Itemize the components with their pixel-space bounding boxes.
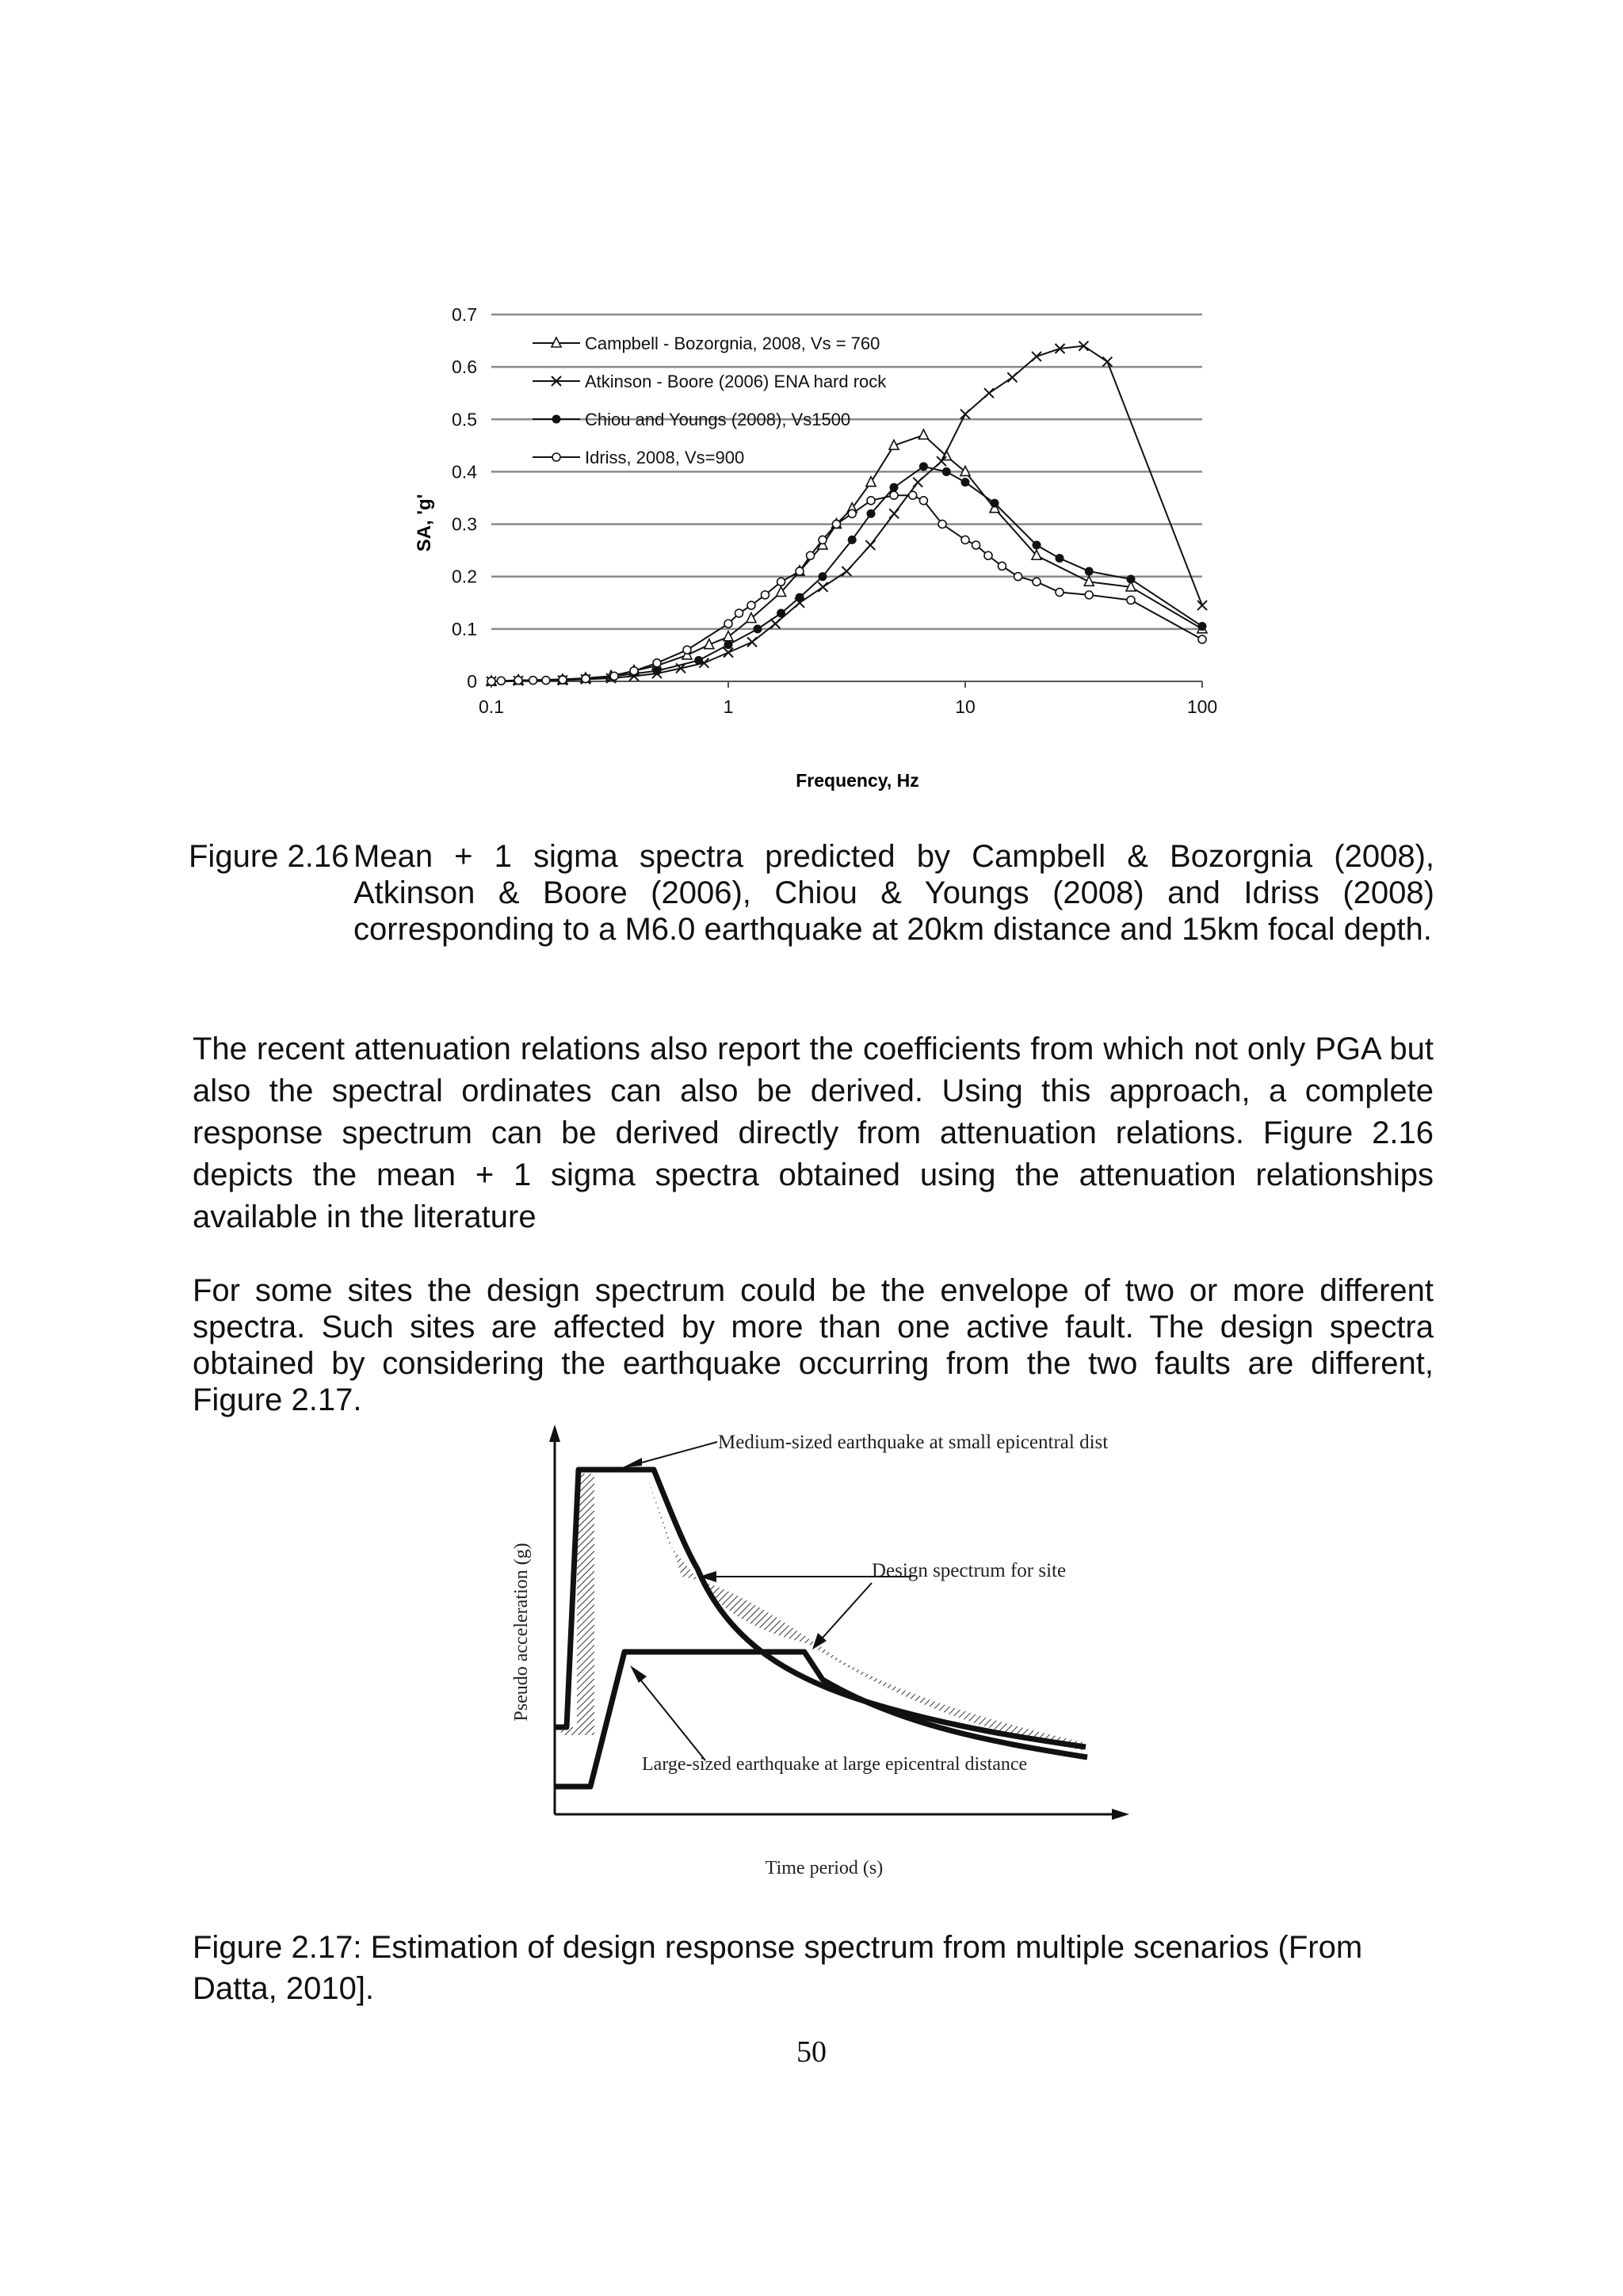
design-spectrum-diagram (491, 1418, 1236, 1894)
paragraph-attenuation: The recent attenuation relations also report the coefficients from which not only PGA but also the spectral ordinates can also be derived. Using this approach, a complete response spectrum can be derived directly from attenuation relations. Figure 2.16 depicts the mean + 1 sigma spectra obtained using the attenuation relationships available in the literature (193, 1032, 1434, 1234)
x-axis-label: Frequency, Hz (796, 770, 919, 791)
data-point-open-circle (630, 667, 638, 675)
y-tick-label: 0.5 (452, 409, 477, 430)
data-point-open-circle (487, 677, 495, 685)
data-point-x (724, 648, 733, 658)
data-point-filled-circle (724, 640, 733, 649)
data-point-open-circle (972, 541, 980, 549)
legend-entry (533, 334, 880, 353)
data-point-open-circle (796, 567, 804, 575)
data-point-filled-circle (754, 624, 762, 633)
spectra-chart (396, 293, 1252, 800)
chart-series (487, 341, 1207, 686)
data-point-open-circle (747, 601, 755, 609)
data-point-x (1102, 357, 1112, 367)
leader-large (634, 1672, 705, 1760)
data-point-open-circle (1127, 596, 1135, 604)
caption-number: Figure 2.16 (189, 839, 349, 874)
figure-2-17-caption: Figure 2.17: Estimation of design response spectrum from multiple scenarios (From Datta, 2010]. (193, 1930, 1363, 2006)
x-tick-label: 0.1 (479, 696, 504, 717)
data-point-filled-circle (552, 415, 561, 424)
data-point-x (937, 456, 946, 466)
data-point-x (889, 509, 899, 518)
series-1 (487, 429, 1207, 685)
y-tick-label: 0.3 (452, 513, 477, 535)
data-point-triangle (747, 613, 756, 623)
data-point-open-circle (653, 659, 661, 667)
data-point-open-circle (683, 646, 691, 654)
data-point-open-circle (1198, 635, 1206, 643)
leader-medium-arrow (623, 1458, 642, 1467)
y-tick-label: 0.2 (452, 566, 477, 587)
data-point-filled-circle (818, 572, 827, 581)
data-point-filled-circle (867, 509, 876, 518)
hatched-region-right (646, 1474, 1086, 1751)
paragraph-design-spectrum: For some sites the design spectrum could be the envelope of two or more different spectra. Such sites are affected by more than one active fault. The design spectra obtained by considering the earthquake occurring from the two faults are different, Figure 2.17. (193, 1273, 1434, 1417)
data-point-filled-circle (889, 483, 898, 492)
legend-entry (533, 372, 887, 391)
diagram-y-label: Pseudo acceleration (g) (511, 1543, 532, 1722)
data-point-open-circle (819, 536, 827, 543)
data-point-x (1007, 372, 1017, 382)
data-point-open-circle (961, 536, 969, 543)
series-3 (487, 462, 1207, 685)
data-point-filled-circle (919, 462, 928, 471)
data-point-open-circle (559, 676, 567, 684)
data-point-filled-circle (652, 666, 661, 675)
x-axis-arrow (1112, 1809, 1129, 1820)
y-tick-label: 0.6 (452, 357, 477, 378)
data-point-open-circle (761, 591, 769, 599)
data-point-x (747, 637, 757, 646)
data-point-x (984, 388, 994, 398)
data-point-open-circle (998, 562, 1006, 570)
legend-label: Campbell - Bozorgnia, 2008, Vs = 760 (585, 334, 880, 353)
data-point-open-circle (497, 677, 505, 685)
label-medium: Medium-sized earthquake at small epicentral dist (718, 1432, 1109, 1453)
data-point-open-circle (867, 497, 875, 505)
data-point-x (913, 478, 922, 487)
data-point-open-circle (890, 491, 898, 499)
chart-grid (491, 315, 1202, 629)
data-point-triangle (918, 429, 928, 439)
data-point-open-circle (1014, 573, 1022, 581)
data-point-open-circle (848, 509, 856, 517)
label-large: Large-sized earthquake at large epicentral distance (642, 1754, 1028, 1775)
data-point-filled-circle (796, 593, 804, 602)
chart-legend (533, 334, 887, 467)
data-point-filled-circle (942, 467, 951, 476)
leader-design-2 (816, 1583, 872, 1645)
y-tick-label: 0.7 (452, 304, 477, 325)
data-point-open-circle (514, 677, 522, 685)
page-number: 50 (796, 2035, 827, 2069)
data-point-open-circle (909, 491, 917, 499)
data-point-open-circle (938, 521, 946, 528)
legend-entry (533, 448, 744, 467)
data-point-open-circle (582, 675, 590, 683)
data-point-open-circle (1033, 578, 1041, 585)
legend-label: Idriss, 2008, Vs=900 (585, 448, 745, 467)
data-point-x (1197, 601, 1207, 610)
y-tick-label: 0 (467, 671, 477, 692)
data-point-x (842, 566, 851, 576)
caption-text: Mean + 1 sigma spectra predicted by Campbell & Bozorgnia (2008), Atkinson & Boore (2006), Chiou & Youngs (2008) and Idriss (2008) corresponding to a M6.0 earthquake at 20km distance and 15km focal depth. (353, 839, 1434, 947)
data-point-x (1032, 352, 1041, 361)
data-point-filled-circle (1198, 622, 1207, 631)
data-point-filled-circle (1033, 541, 1041, 550)
data-point-filled-circle (1085, 567, 1094, 576)
x-tick-label: 100 (1186, 696, 1218, 717)
leader-large-arrow (630, 1665, 647, 1683)
data-point-open-circle (984, 551, 992, 559)
series-line (491, 467, 1202, 681)
label-design: Design spectrum for site (872, 1560, 1067, 1581)
data-point-filled-circle (991, 499, 999, 508)
data-point-open-circle (529, 677, 537, 685)
data-point-filled-circle (694, 656, 703, 665)
data-point-open-circle (777, 578, 785, 585)
data-point-open-circle (1056, 589, 1064, 597)
medium-earthquake-curve (555, 1470, 1086, 1747)
y-tick-label: 0.4 (452, 461, 477, 482)
data-point-x (819, 582, 828, 592)
data-point-open-circle (610, 672, 618, 680)
y-axis-label: SA, 'g' (414, 494, 435, 552)
data-point-open-circle (735, 609, 743, 617)
data-point-open-circle (724, 620, 732, 627)
x-tick-label: 1 (723, 696, 734, 717)
data-point-filled-circle (848, 536, 857, 544)
series-4 (487, 491, 1206, 685)
chart-axes (491, 681, 1202, 688)
data-point-open-circle (552, 453, 560, 461)
y-tick-label: 0.1 (452, 618, 477, 639)
data-point-filled-circle (961, 478, 970, 486)
data-point-open-circle (1085, 591, 1093, 599)
data-point-filled-circle (1126, 575, 1135, 584)
diagram-x-label: Time period (s) (765, 1858, 884, 1878)
data-point-open-circle (807, 551, 815, 559)
data-point-triangle (724, 631, 733, 641)
x-tick-label: 10 (955, 696, 976, 717)
data-point-filled-circle (777, 609, 785, 618)
data-point-open-circle (919, 497, 927, 505)
data-point-x (960, 410, 970, 419)
y-axis-arrow (549, 1425, 560, 1442)
data-point-x (770, 619, 780, 628)
legend-label: Chiou and Youngs (2008), Vs1500 (585, 410, 851, 429)
data-point-x (865, 540, 875, 550)
data-point-filled-circle (1055, 554, 1064, 563)
data-point-open-circle (832, 521, 840, 528)
data-point-open-circle (542, 677, 550, 685)
legend-label: Atkinson - Boore (2006) ENA hard rock (585, 372, 887, 391)
